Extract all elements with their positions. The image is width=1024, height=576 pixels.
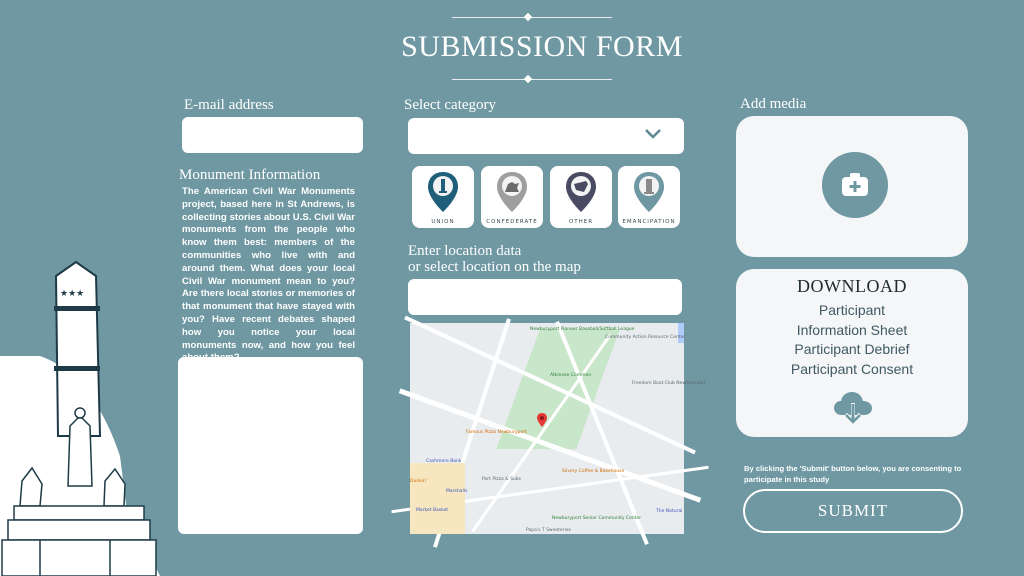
map-place-label: Port Pizza & Subs [482,477,521,482]
category-emancipation-label: EMANCIPATION [622,219,676,225]
download-information-sheet-link[interactable]: Information Sheet [796,321,908,338]
map-place-label: Atkinson Common [550,373,592,378]
cloud-download-icon[interactable] [832,389,874,427]
union-pin-icon [426,170,460,214]
add-media-label: Add media [740,96,807,112]
category-confederate-button[interactable] [481,166,543,228]
map-place-label: Freedom Boat Club Newburyport [632,381,706,386]
add-media-button[interactable] [822,152,888,218]
location-map[interactable] [410,323,706,534]
monument-info-label: Monument Information [179,167,321,183]
location-label-line1: Enter location data [408,243,522,259]
category-union-button[interactable] [412,166,474,228]
monument-description: The American Civil War Monuments project, based here in St Andrews, is collecting stories about U.S. Civil War monuments from the people who know them best: members of the communities who live with and around them. What does your local Civil War monument mean to you? Are there local stories or memories of that monument that have stayed with you? Have recent debates shaped how you notice your local monuments now, and how you feel [182,186,355,351]
map-place-label: Dunkin' [410,479,428,484]
download-title: DOWNLOAD [797,276,907,296]
title-divider-top [392,12,692,22]
category-other-button[interactable] [550,166,612,228]
download-participant-debrief-link[interactable]: Participant Debrief [794,341,910,357]
email-field[interactable] [182,117,363,153]
confederate-pin-icon [495,170,529,214]
map-place-label: Cashmere Bank [426,459,462,464]
map-place-label: Newburyport Senior Community Center [552,516,642,521]
commercial-area [410,463,468,534]
category-union-label: UNION [431,219,455,225]
location-label [408,243,581,275]
monument-response-textarea[interactable] [178,357,363,534]
location-input[interactable] [408,279,682,315]
category-confederate-label: CONFEDERATE [486,219,538,225]
title-divider-bottom [392,74,692,84]
category-emancipation-button[interactable] [618,166,680,228]
submit-button[interactable]: SUBMIT [743,489,963,533]
map-place-label: The Natural [656,509,683,514]
civil-war-monument-illustration [0,256,160,576]
location-label-line2: or select location on the map [408,259,581,275]
email-label: E-mail address [184,97,274,113]
category-select[interactable] [408,118,684,154]
add-photo-icon [840,170,870,200]
category-label: Select category [404,97,497,113]
other-pin-icon [564,170,598,214]
emancipation-pin-icon [632,170,666,214]
map-place-label: Newburyport Pioneer Baseball/Softball League [530,327,635,332]
map-place-label: Papa's T Sweeteries [526,528,571,533]
svg-text:★★★: ★★★ [60,289,85,299]
water-area [678,323,684,343]
header [392,12,692,84]
media-upload-panel[interactable] [736,116,968,257]
page-title: SUBMISSION FORM [401,30,683,63]
map-place-label: Famous Pizza Newburyport [466,430,527,435]
map-place-label: Community Action Resource Center [605,335,686,340]
download-links [736,301,968,379]
consent-notice: By clicking the 'Submit' button below, you are consenting to participate in this study [744,464,962,484]
download-panel [736,269,968,437]
category-other-label: OTHER [568,219,594,225]
download-participant-link[interactable]: Participant [818,302,886,318]
map-pin-icon[interactable] [537,413,547,427]
chevron-down-icon [644,127,662,141]
download-participant-consent-link[interactable]: Participant Consent [790,360,914,377]
map-place-label: Silvery Coffee & Bakehouse [562,469,625,474]
map-place-label: Marshalls [446,489,468,494]
map-place-label: Market Basket [416,508,449,513]
